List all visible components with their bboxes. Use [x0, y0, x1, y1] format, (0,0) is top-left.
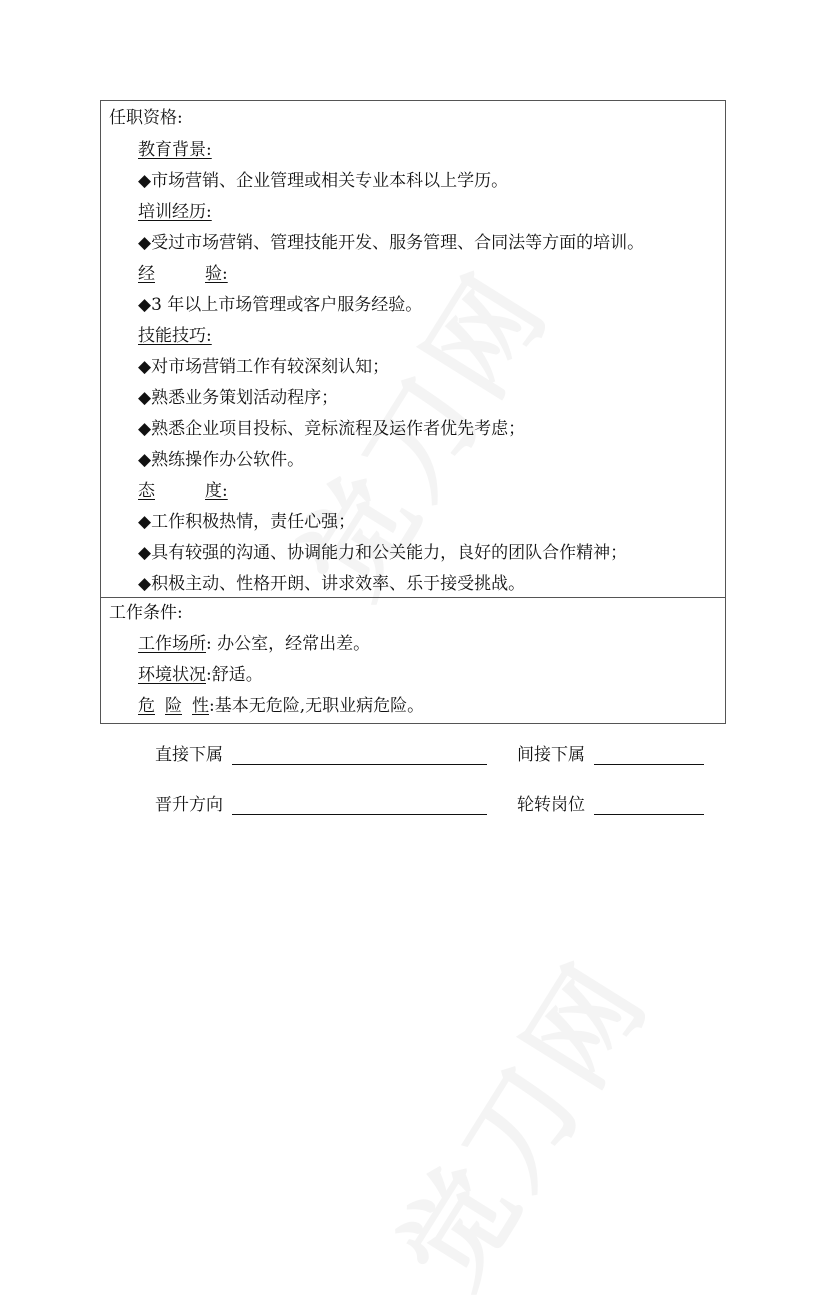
skills-item: ◆熟练操作办公软件。: [138, 450, 305, 470]
footer-row-subordinates: [155, 742, 715, 768]
attitude-item: ◆积极主动、性格开朗、讲求效率、乐于接受挑战。: [138, 574, 526, 594]
skills-item: ◆对市场营销工作有较深刻认知；: [138, 357, 390, 377]
environment-value: :舒适。: [206, 665, 263, 685]
qualifications-section: [101, 101, 725, 598]
rotation-label: 轮转岗位: [517, 795, 585, 815]
direct-subordinate-field[interactable]: [232, 764, 487, 765]
workplace-value: : 办公室，经常出差。: [206, 634, 371, 654]
experience-item: ◆3 年以上市场管理或客户服务经验。: [138, 295, 423, 315]
footer-row-career: [155, 792, 715, 818]
attitude-label: 态 度:: [138, 481, 228, 501]
conditions-section: [101, 597, 725, 723]
conditions-heading: 工作条件:: [109, 603, 183, 623]
hazard-value: :基本无危险,无职业病危险。: [209, 696, 425, 716]
skills-item: ◆熟悉业务策划活动程序；: [138, 388, 339, 408]
job-qualification-table: [100, 100, 726, 724]
qualifications-heading: 任职资格:: [109, 108, 183, 128]
workplace-row: [138, 632, 370, 656]
workplace-label: 工作场所: [138, 634, 206, 654]
hazard-row: [138, 694, 424, 718]
education-item: ◆市场营销、企业管理或相关专业本科以上学历。: [138, 171, 509, 191]
environment-row: [138, 663, 263, 687]
rotation-field[interactable]: [594, 814, 704, 815]
promotion-label: 晋升方向: [155, 795, 223, 815]
attitude-item: ◆工作积极热情，责任心强；: [138, 512, 356, 532]
skills-item: ◆熟悉企业项目投标、竞标流程及运作者优先考虑；: [138, 419, 526, 439]
training-label: 培训经历:: [138, 202, 212, 222]
direct-subordinate-label: 直接下属: [155, 745, 223, 765]
promotion-field[interactable]: [232, 814, 487, 815]
watermark: [356, 927, 678, 1311]
experience-label: 经 验:: [138, 264, 228, 284]
training-item: ◆受过市场营销、管理技能开发、服务管理、合同法等方面的培训。: [138, 233, 645, 253]
indirect-subordinate-field[interactable]: [594, 764, 704, 765]
education-label: 教育背景:: [138, 140, 212, 160]
indirect-subordinate-label: 间接下属: [517, 745, 585, 765]
environment-label: 环境状况: [138, 665, 206, 685]
skills-label: 技能技巧:: [138, 326, 212, 346]
hazard-label: 危 险 性: [138, 696, 209, 716]
attitude-item: ◆具有较强的沟通、协调能力和公关能力，良好的团队合作精神；: [138, 543, 628, 563]
